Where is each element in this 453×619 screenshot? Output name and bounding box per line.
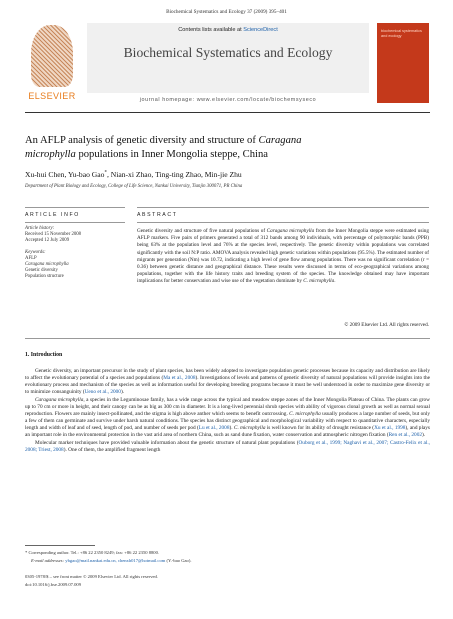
keywords-label: Keywords: [25, 249, 46, 255]
journal-title: Biochemical Systematics and Ecology [123, 45, 333, 60]
abstract-rule [137, 222, 429, 223]
article-info-rule [25, 222, 125, 223]
keyword: Population structure [25, 274, 64, 280]
text-run: ). Investigations of levels and patterns of genetic diversity of natural populations will provide insights into the evolutionary process and mechanism of the species as well as information useful for developing breeding programs because it must be well understood in order to maximize gene diversity or to minimize consanguinity ( [25, 375, 431, 396]
received-date: Received 15 November 2008 [25, 232, 82, 238]
cover-title: biochemical systematics and ecology [381, 29, 422, 38]
authors-after: , Nian-xi Zhao, Ting-ting Zhao, Min-jie Zhu [106, 170, 242, 179]
footnote-rule [25, 545, 95, 546]
history-label: Article history: [25, 226, 55, 231]
article-title [25, 134, 425, 161]
abstract-part: Genetic diversity and structure of five natural populations of [137, 228, 267, 234]
abstract-heading: ABSTRACT [137, 212, 178, 218]
corresponding-text: Corresponding author. Tel.: +86 22 2350 8249; fax: +86 22 2350 8800. [28, 550, 160, 555]
abstract-species: Caragana microphylla [266, 228, 315, 234]
corresponding-footnote: * Corresponding author. Tel.: +86 22 2350 8249; fax: +86 22 2350 8800. [25, 550, 160, 555]
copyright-notice: © 2009 Elsevier Ltd. All rights reserved. [344, 322, 429, 328]
accepted-date: Accepted 12 July 2009 [25, 238, 70, 244]
email-links[interactable]: ybgao@mail.nankai.edu.cn, chenxh017@hotmail.com [65, 558, 166, 563]
issn-line: 0305-1978/$ – see front matter © 2009 Elsevier Ltd. All rights reserved. [25, 574, 158, 579]
author-list [25, 170, 425, 179]
keyword: Caragana microphylla [25, 262, 69, 268]
text-run: is well known for its ability of drought resistance ( [265, 425, 375, 432]
corresponding-mark[interactable]: * [104, 170, 107, 176]
text-run: Genetic diversity, an important precursor in the study of plant species, has been widely adopted to investigate population genetic processes because its capacity and distribution are likely to affect the evolutionary potential of a species and populations ( [25, 368, 430, 382]
email-label: E-mail addresses: [31, 558, 66, 563]
citation-link[interactable]: Ueno et al., 2000 [84, 389, 121, 396]
citation-link[interactable]: Ma et al., 2008 [163, 375, 196, 382]
abstract-text [137, 228, 429, 286]
text-run: ). [120, 389, 125, 396]
text-run: ), and plays an important role in the environmental protection in the vast arid area of northern China, such as sand dune fixation, water conservation and atmospheric nitrogen fixation ( [25, 425, 430, 439]
title-part-2: populations in Inner Mongolia steppe, China [75, 148, 268, 160]
abstract-part: from the Inner Mongolia steppe were estimated using AFLP markers. Five pairs of primers generated a total of 312 bands among 90 individuals, with percentage of polymorphic bands (PPB) being 63% at the population level and 76% at the species level, respectively. The genetic diversity within populations was correlated significantly with the soil N:P ratio. AMOVA analysis revealed high genetic variations within populations (95.5%). The estimated number of migrants per generation (Nm) was 10.72, indicating a high level of gene flow among populations. There was no significant correlation (r = 0.36) between genetic distance and geographical distance. These results were discussed in terms of eco-geographical variations among populations, together with the life history traits and breeding system of the species. The knowledge obtained may have important implications for better conservation and wise use of the vegetation dominate by [137, 228, 429, 285]
homepage-link[interactable]: www.elsevier.com/locate/biochemsyseco [196, 97, 317, 103]
species-name: C. microphylla [233, 425, 266, 432]
title-italic-1: Caragana [258, 135, 302, 146]
text-run: Molecular marker techniques have provided valuable information about the genetic structure of natural plant populations ( [35, 439, 299, 446]
journal-banner [87, 23, 369, 93]
masthead-divider [25, 112, 430, 113]
doi-line[interactable]: doi:10.1016/j.bse.2009.07.009 [25, 582, 82, 587]
abstract-species: C. microphylla [303, 278, 335, 285]
text-run: ). [229, 425, 234, 432]
article-info [25, 226, 130, 281]
title-italic-2: microphylla [25, 148, 76, 160]
citation-link[interactable]: Ren et al., 2002 [388, 432, 423, 439]
introduction-heading: 1. Introduction [25, 352, 63, 358]
sciencedirect-link[interactable]: ScienceDirect [243, 27, 278, 33]
species-name: Caragana microphylla [35, 396, 84, 403]
text-run: , a species in the Leguminosae family, has a wide range across the typical and meadow steppe zones of the Inner Mongolia Plateau of China. The plants can grow up to 70 cm or more in height, and their canopy can be as big as 300 cm in diameter. It is a long-lived perennial shrub species with ability of vigorous clonal growth as well as normal sexual reproduction. Flowers are mainly insect-pollinated, and the stigma is high above anther which seems to benefit outcrossing. [25, 396, 430, 417]
elsevier-logo [25, 25, 79, 105]
article-info-heading: ARTICLE INFO [25, 212, 80, 218]
front-matter-divider [25, 338, 430, 339]
authors-before: Xu-hui Chen, Yu-bao Gao [25, 170, 105, 179]
contents-prefix: Contents lists available at [178, 27, 244, 33]
keyword: Genetic diversity [25, 268, 58, 274]
abstract-part: . [334, 278, 336, 285]
article-info-top-rule [25, 207, 125, 208]
journal-masthead [25, 23, 430, 107]
contents-line [87, 27, 369, 33]
running-head: Biochemical Systematics and Ecology 37 (2009) 395–401 [166, 9, 287, 15]
email-footnote [31, 558, 431, 563]
journal-cover [377, 23, 429, 103]
citation-link[interactable]: Lu et al., 2008 [198, 425, 230, 432]
journal-homepage [87, 97, 369, 103]
elsevier-tree-icon [31, 25, 73, 87]
paragraph [25, 397, 430, 440]
paragraph [25, 368, 430, 397]
abstract-top-rule [137, 207, 429, 208]
citation-link[interactable]: Ouborg et al., 1999; Naghavi et al., 2007; Castro-Felix et al., 2008; Triest, 2008 [25, 439, 430, 453]
title-part-1: An AFLP analysis of genetic diversity and structure of [25, 135, 259, 146]
keyword: AFLP [25, 255, 37, 261]
paragraph [25, 440, 430, 454]
email-suffix: (Y.-bao Gao). [165, 558, 192, 563]
introduction-body [25, 368, 430, 454]
publisher-logo-text: ELSEVIER [28, 91, 76, 101]
affiliation: Department of Plant Biology and Ecology, College of Life Science, Nankai University, Tianjin 300071, PR China [25, 184, 243, 189]
homepage-prefix: journal homepage: [139, 97, 197, 103]
species-name: C. microphylla [289, 410, 321, 417]
citation-link[interactable]: Xu et al., 1998 [374, 425, 406, 432]
text-run: ). [422, 432, 426, 439]
text-run: ). One of them, the amplified fragment length [63, 446, 161, 453]
text-run: usually produces a large number of seeds, but only a few of them can germinate and survive under harsh natural conditions. The species has distinct geographical and morphological variability with respect to quantitative characters, especially length and width of leaf and of seed, length of pod, and number of seeds per pod ( [25, 410, 430, 432]
